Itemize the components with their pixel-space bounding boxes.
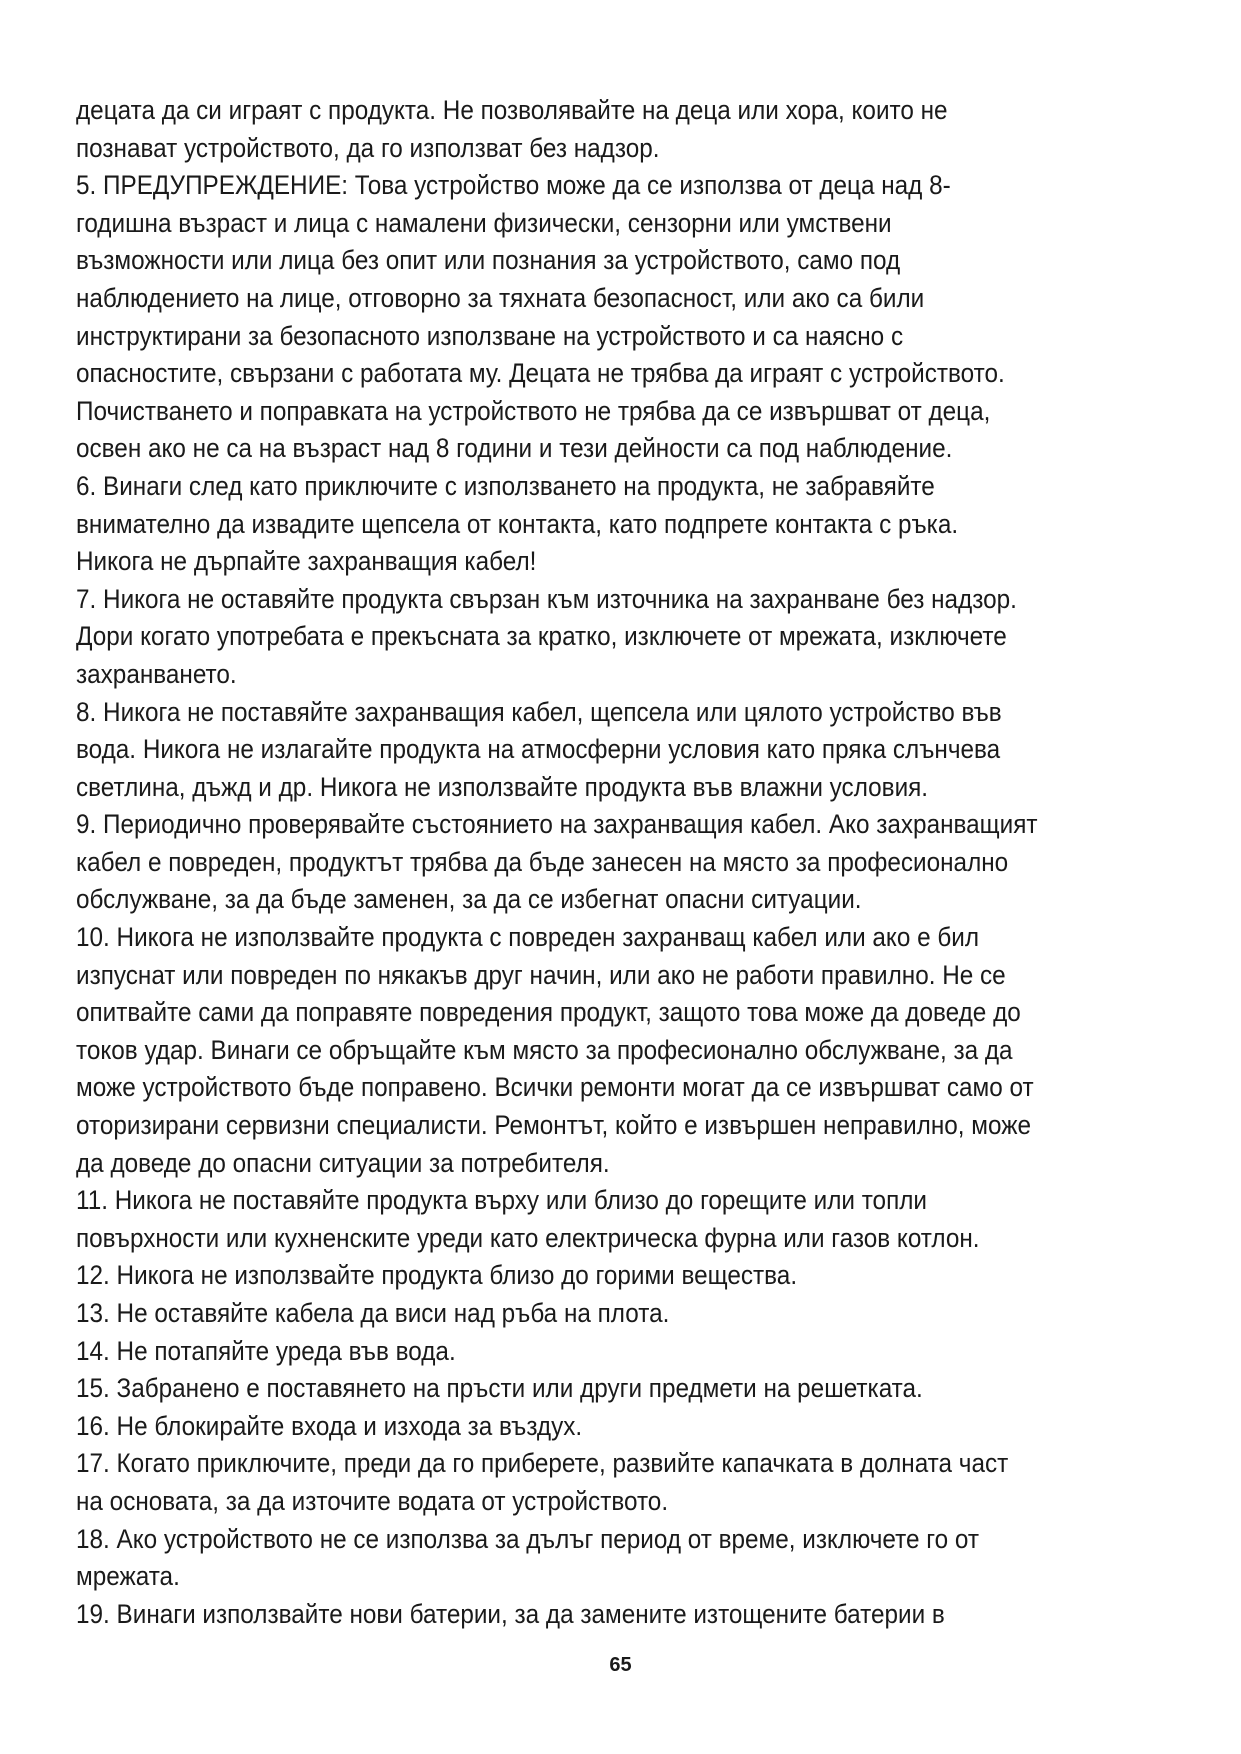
text-line: 14. Не потапяйте уреда във вода. — [76, 1335, 456, 1366]
text-line: Почистването и поправката на устройството не трябва да се извършват от деца, — [76, 395, 991, 426]
text-line: Дори когато употребата е прекъсната за кратко, изключете от мрежата, изключете — [76, 621, 1007, 652]
text-line: светлина, дъжд и др. Никога не използвайте продукта във влажни условия. — [76, 771, 929, 802]
text-line: опасностите, свързани с работата му. Децата не трябва да играят с устройството. — [76, 358, 1005, 389]
text-line: 17. Когато приключите, преди да го приберете, развийте капачката в долната част — [76, 1448, 1009, 1479]
page-number: 65 — [609, 1654, 632, 1676]
text-line: изпуснат или повреден по някакъв друг начин, или ако не работи правилно. Не се — [76, 959, 1006, 990]
text-line: 12. Никога не използвайте продукта близо до горими вещества. — [76, 1260, 798, 1291]
text-line: токов удар. Винаги се обръщайте към място за професионално обслужване, за да — [76, 1034, 1013, 1065]
text-line: 8. Никога не поставяйте захранващия кабел, щепсела или цялото устройство във — [76, 696, 1002, 727]
text-line: да доведе до опасни ситуации за потребителя. — [76, 1147, 610, 1178]
text-line: 5. ПРЕДУПРЕЖДЕНИЕ: Това устройство може да се използва от деца над 8- — [76, 170, 951, 201]
text-line: 16. Не блокирайте входа и изхода за въздух. — [76, 1410, 583, 1441]
text-line: 11. Никога не поставяйте продукта върху или близо до горещите или топли — [76, 1185, 927, 1216]
text-line: Никога не дърпайте захранващия кабел! — [76, 546, 537, 577]
text-line: на основата, за да източите водата от устройството. — [76, 1485, 669, 1516]
text-line: децата да си играят с продукта. Не позволявайте на деца или хора, които не — [76, 95, 948, 125]
text-line: може устройството бъде поправено. Всички ремонти могат да се извършват само от — [76, 1072, 1034, 1103]
text-line: захранването. — [76, 658, 237, 689]
text-line: познават устройството, да го използват без надзор. — [76, 132, 660, 163]
text-line: повърхности или кухненските уреди като електрическа фурна или газов котлон. — [76, 1222, 980, 1253]
text-line: 13. Не оставяйте кабела да виси над ръба на плота. — [76, 1298, 670, 1328]
text-line: 19. Винаги използвайте нови батерии, за да замените изтощените батерии в — [76, 1598, 945, 1629]
text-line: мрежата. — [76, 1561, 180, 1592]
text-line: 7. Никога не оставяйте продукта свързан към източника на захранване без надзор. — [76, 583, 1017, 614]
text-line: кабел е повреден, продуктът трябва да бъде занесен на място за професионално — [76, 846, 1009, 877]
text-line: годишна възраст и лица с намалени физически, сензорни или умствени — [76, 207, 892, 238]
text-line: 10. Никога не използвайте продукта с повреден захранващ кабел или ако е бил — [76, 922, 980, 953]
text-line: внимателно да извадите щепсела от контакта, като подпрете контакта с ръка. — [76, 508, 959, 539]
text-line: вода. Никога не излагайте продукта на атмосферни условия като пряка слънчева — [76, 734, 1001, 765]
text-line: 6. Винаги след като приключите с използването на продукта, не забравяйте — [76, 470, 935, 501]
text-line: 9. Периодично проверявайте състоянието на захранващия кабел. Ако захранващият — [76, 809, 1038, 840]
safety-instructions-text — [76, 92, 1066, 1633]
text-line: оторизирани сервизни специалисти. Ремонтът, който е извършен неправилно, може — [76, 1110, 1031, 1141]
text-line: инструктирани за безопасното използване на устройството и са наясно с — [76, 320, 904, 351]
text-line: възможности или лица без опит или познания за устройството, само под — [76, 245, 901, 276]
text-line: 15. Забранено е поставянето на пръсти или други предмети на решетката. — [76, 1373, 923, 1404]
text-line: освен ако не са на възраст над 8 години и тези дейности са под наблюдение. — [76, 433, 953, 464]
text-line: опитвайте сами да поправяте повредения продукт, защото това може да доведе до — [76, 997, 1021, 1028]
text-line: наблюдението на лице, отговорно за тяхната безопасност, или ако са били — [76, 282, 925, 313]
text-line: обслужване, за да бъде заменен, за да се избегнат опасни ситуации. — [76, 884, 862, 915]
text-line: 18. Ако устройството не се използва за дълъг период от време, изключете го от — [76, 1523, 979, 1554]
